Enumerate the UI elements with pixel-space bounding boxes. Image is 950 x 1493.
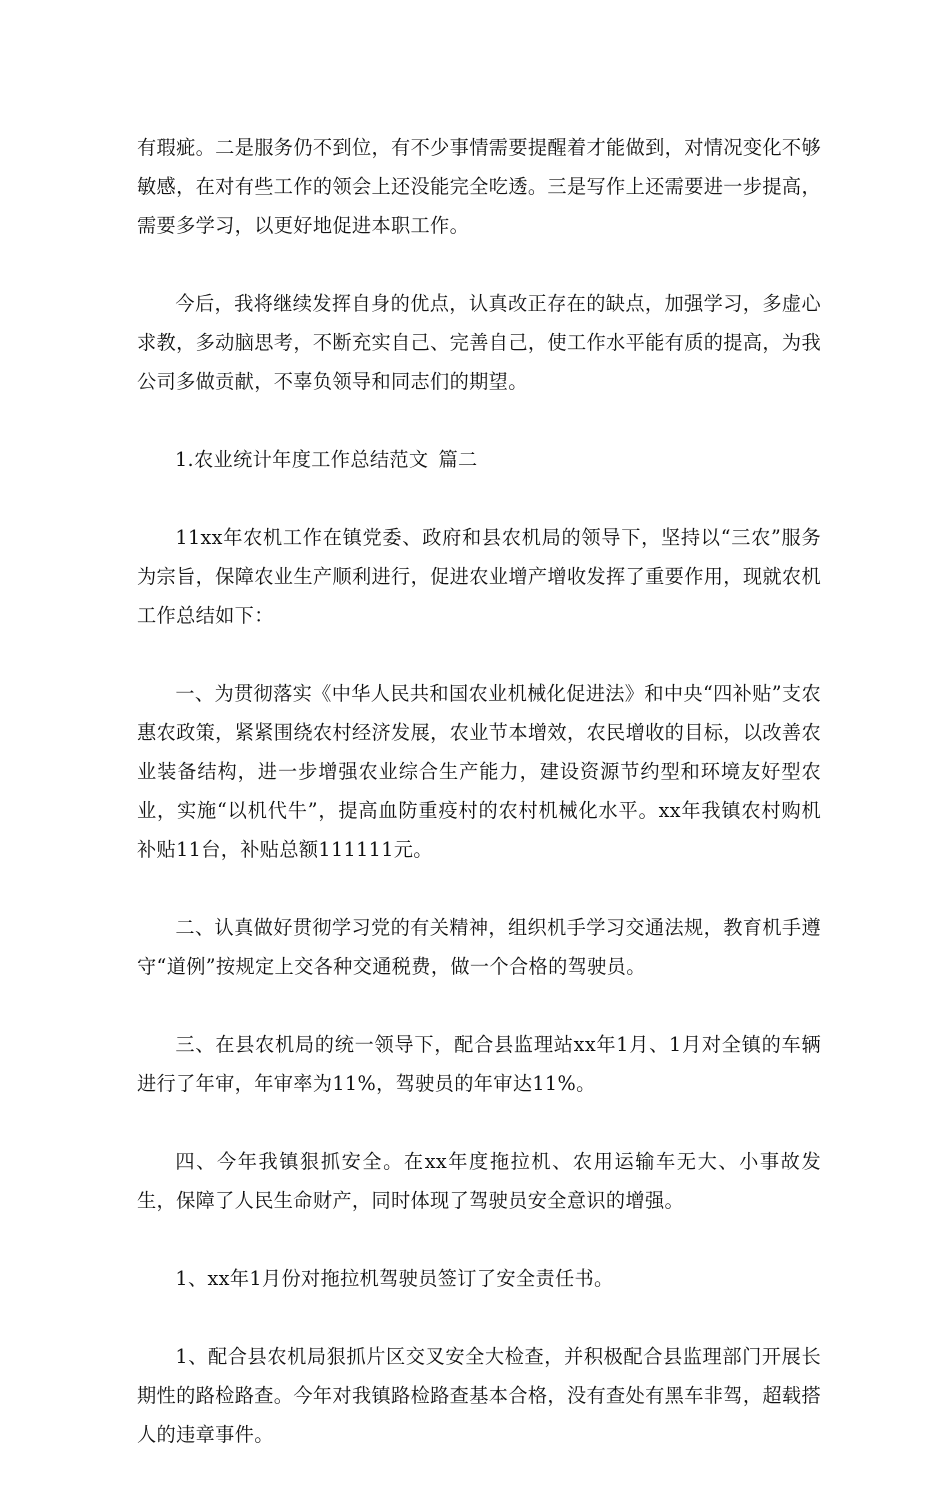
paragraph-item-3: 三、在县农机局的统一领导下，配合县监理站xx年1月、1月对全镇的车辆进行了年审，年审率为11%，驾驶员的年审达11%。 (137, 1033, 821, 1095)
section-heading-title: 农业统计年度工作总结范文 (194, 448, 429, 471)
paragraph-subitem-1: 1、xx年1月份对拖拉机驾驶员签订了安全责任书。 (175, 1267, 614, 1290)
paragraph-outlook: 今后，我将继续发挥自身的优点，认真改正存在的缺点，加强学习，多虚心求教，多动脑思考，不断充实自己、完善自己，使工作水平能有质的提高，为我公司多做贡献，不辜负领导和同志们的期望。 (137, 292, 821, 393)
paragraph-item-2: 二、认真做好贯彻学习党的有关精神，组织机手学习交通法规，教育机手遵守“道例”按规定上交各种交通税费，做一个合格的驾驶员。 (137, 916, 821, 978)
section-heading (137, 440, 821, 479)
paragraph-item-1: 一、为贯彻落实《中华人民共和国农业机械化促进法》和中央“四补贴”支农惠农政策，紧紧围绕农村经济发展，农业节本增效，农民增收的目标，以改善农业装备结构，进一步增强农业综合生产能力，建设资源节约型和环境友好型农业，实施“以机代牛”，提高血防重疫村的农村机械化水平。xx年我镇农村购机补贴11台，补贴总额111111元。 (137, 682, 821, 861)
paragraph-intro: 11xx年农机工作在镇党委、政府和县农机局的领导下，坚持以“三农”服务为宗旨，保障农业生产顺利进行，促进农业增产增收发挥了重要作用，现就农机工作总结如下： (137, 526, 821, 627)
paragraph-item-4: 四、今年我镇狠抓安全。在xx年度拖拉机、农用运输车无大、小事故发生，保障了人民生命财产，同时体现了驾驶员安全意识的增强。 (137, 1150, 821, 1212)
document-body (137, 128, 821, 1493)
section-heading-suffix: 篇二 (438, 448, 478, 471)
paragraph-subitem-2: 1、配合县农机局狠抓片区交叉安全大检查，并积极配合县监理部门开展长期性的路检路查。今年对我镇路检路查基本合格，没有查处有黑车非驾，超载搭人的违章事件。 (137, 1345, 821, 1446)
section-heading-number: 1. (175, 448, 195, 471)
paragraph-continued: 有瑕疵。二是服务仍不到位，有不少事情需要提醒着才能做到，对情况变化不够敏感，在对有些工作的领会上还没能完全吃透。三是写作上还需要进一步提高，需要多学习，以更好地促进本职工作。 (137, 136, 821, 237)
